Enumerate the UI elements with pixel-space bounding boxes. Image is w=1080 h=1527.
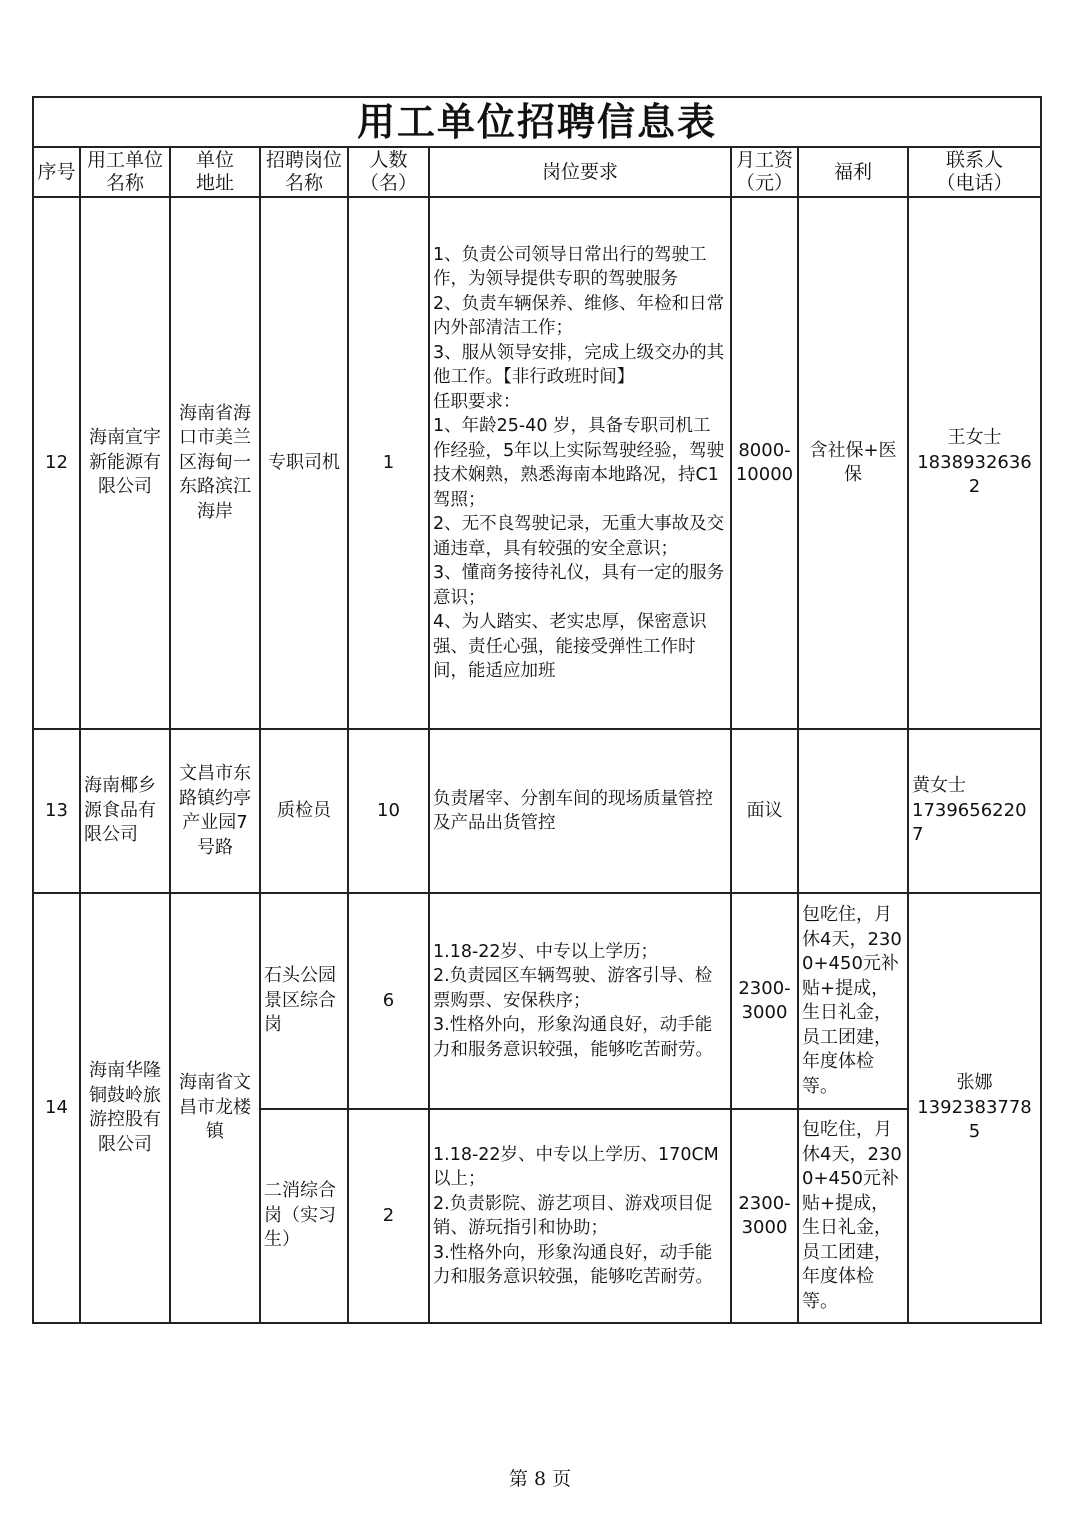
header-company [80,147,170,197]
position-name: 质检员 [260,729,348,893]
position-name: 石头公园景区综合岗 [260,893,348,1109]
contact-name: 黄女士 [912,775,966,797]
contact-name: 王女士 [947,427,1002,449]
header-company-line1: 用工单位 [86,149,163,171]
header-count-line2: （名） [359,172,417,194]
row-index: 14 [33,893,80,1323]
headcount: 2 [348,1109,429,1323]
header-count [348,147,429,197]
company-name: 海南宣宇新能源有限公司 [80,197,170,729]
header-benefits: 福利 [798,147,908,197]
company-name: 海南椰乡源食品有限公司 [80,729,170,893]
headcount: 1 [348,197,429,729]
company-name: 海南华隆铜鼓岭旅游控股有限公司 [80,893,170,1323]
header-row [33,147,1041,197]
benefits [798,729,908,893]
benefits: 包吃住，月休4天，2300+450元补贴+提成，生日礼金，员工团建，年度体检等。 [798,893,908,1109]
contact [908,729,1041,893]
header-requirements: 岗位要求 [429,147,731,197]
salary: 8000-10000 [731,197,798,729]
job-requirements: 1.18-22岁、中专以上学历； 2.负责园区车辆驾驶、游客引导、检票购票、安保秩序； 3.性格外向，形象沟通良好，动手能力和服务意识较强，能够吃苦耐劳。 [429,893,731,1109]
header-contact-line2: （电话） [936,172,1013,194]
header-address [170,147,260,197]
salary: 2300-3000 [731,1109,798,1323]
header-salary [731,147,798,197]
contact-phone: 17396562207 [912,799,1027,846]
header-address-line1: 单位 [195,149,234,171]
contact [908,893,1041,1323]
page-title: 用工单位招聘信息表 [33,97,1041,147]
header-salary-line1: 月工资 [735,149,793,171]
benefits: 包吃住，月休4天，2300+450元补贴+提成，生日礼金，员工团建，年度体检等。 [798,1109,908,1323]
contact-name: 张娜 [956,1072,993,1094]
contact-phone: 18389326362 [917,451,1032,498]
job-requirements: 负责屠宰、分割车间的现场质量管控及产品出货管控 [429,729,731,893]
table-row [33,729,1041,893]
header-address-line2: 地址 [195,172,234,194]
header-count-line1: 人数 [369,149,408,171]
position-name: 专职司机 [260,197,348,729]
header-position [260,147,348,197]
headcount: 6 [348,893,429,1109]
recruitment-table [32,96,1042,1324]
header-contact-line1: 联系人 [945,149,1003,171]
header-index: 序号 [33,147,80,197]
header-position-line2: 名称 [284,172,323,194]
position-name: 二消综合岗（实习生） [260,1109,348,1323]
header-position-line1: 招聘岗位 [265,149,342,171]
benefits: 含社保+医保 [798,197,908,729]
contact-phone: 13923837785 [917,1096,1032,1143]
header-salary-line2: （元） [735,172,793,194]
job-requirements: 1、负责公司领导日常出行的驾驶工作，为领导提供专职的驾驶服务 2、负责车辆保养、维修、年检和日常内外部清洁工作； 3、服从领导安排，完成上级交办的其他工作。【非行政班时间】 任职要求： 1、年龄25-40 岁，具备专职司机工作经验，5年以上实际驾驶经验，驾驶技术娴熟，熟悉海南本地路况，持C1驾照； 2、无不良驾驶记录，无重大事故及交通违章，具有较强的安全意识； 3、懂商务接待礼仪，具有一定的服务意识； 4、为人踏实、老实忠厚，保密意识强、责任心强，能接受弹性工作时间，能适应加班 [429,197,731,729]
header-company-line2: 名称 [105,172,144,194]
company-address: 海南省文昌市龙楼镇 [170,893,260,1323]
row-index: 12 [33,197,80,729]
table-row [33,893,1041,1109]
company-address: 海南省海口市美兰区海甸一东路滨江海岸 [170,197,260,729]
salary: 2300-3000 [731,893,798,1109]
header-contact [908,147,1041,197]
salary: 面议 [731,729,798,893]
table-row [33,197,1041,729]
headcount: 10 [348,729,429,893]
page-number: 第 8 页 [508,1468,572,1490]
job-requirements: 1.18-22岁、中专以上学历、170CM以上； 2.负责影院、游艺项目、游戏项目促销、游玩指引和协助； 3.性格外向，形象沟通良好，动手能力和服务意识较强，能够吃苦耐劳。 [429,1109,731,1323]
company-address: 文昌市东路镇约亭产业园7号路 [170,729,260,893]
contact [908,197,1041,729]
row-index: 13 [33,729,80,893]
